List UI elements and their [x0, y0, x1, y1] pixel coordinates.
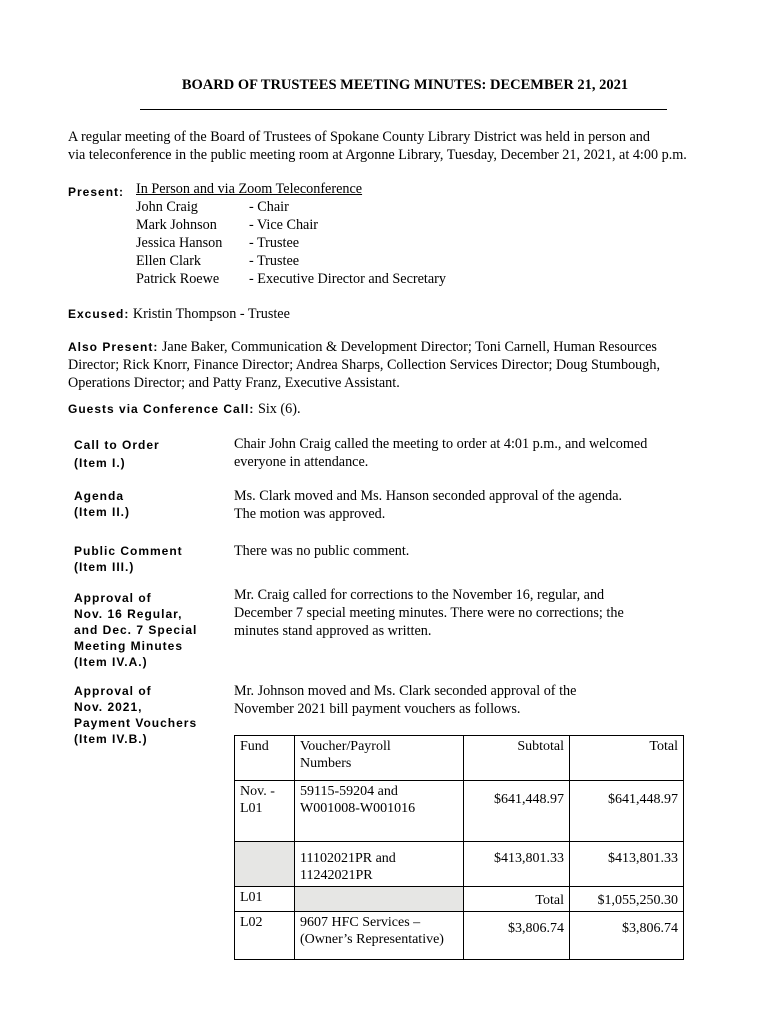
excused-line: [68, 305, 748, 323]
header-voucher-line: Numbers: [300, 756, 352, 771]
item-text-public-comment: [234, 542, 704, 560]
cell-voucher: [295, 887, 464, 912]
cell-fund: L01: [235, 887, 295, 912]
item-label-public-comment: [74, 543, 224, 575]
item-label-line: and Dec. 7 Special: [74, 623, 198, 637]
header-total: Total: [570, 736, 684, 781]
cell-line: L01: [240, 801, 263, 816]
item-text-line: Ms. Clark moved and Ms. Hanson seconded approval of the agenda.: [234, 488, 623, 504]
item-label-line: Nov. 16 Regular,: [74, 607, 183, 621]
cell-fund: [235, 842, 295, 887]
item-text-agenda: [234, 487, 704, 523]
header-fund: Fund: [235, 736, 295, 781]
table-row: [235, 842, 684, 887]
also-present-text: Jane Baker, Communication & Development Director; Toni Carnell, Human Resources: [161, 339, 657, 355]
item-label-line: (Item III.): [74, 560, 135, 574]
item-text-line: minutes stand approved as written.: [234, 623, 432, 639]
cell-subtotal: $641,448.97: [464, 781, 570, 842]
item-text-call-to-order: [234, 435, 704, 471]
item-label-line: Approval of: [74, 684, 152, 698]
item-label-line: (Item IV.B.): [74, 732, 148, 746]
item-label-line: Nov. 2021,: [74, 700, 143, 714]
item-label-line: Agenda: [74, 489, 125, 503]
guests-text: Six (6).: [257, 401, 301, 417]
item-label-line: (Item II.): [74, 505, 131, 519]
cell-voucher: [295, 912, 464, 960]
item-text-line: There was no public comment.: [234, 543, 410, 559]
also-present-text: Operations Director; and Patty Franz, Executive Assistant.: [68, 375, 400, 391]
item-label-agenda: [74, 488, 224, 520]
cell-line: 11242021PR: [300, 868, 373, 883]
header-subtotal: Subtotal: [464, 736, 570, 781]
item-label-line: Meeting Minutes: [74, 639, 184, 653]
cell-line: (Owner’s Representative): [300, 932, 444, 947]
item-text-line: November 2021 bill payment vouchers as follows.: [234, 701, 521, 717]
cell-line: 11102021PR and: [300, 851, 396, 866]
member-name: Mark Johnson: [136, 217, 217, 233]
table-row: [235, 912, 684, 960]
excused-label: Excused:: [68, 307, 130, 321]
member-row: [136, 270, 446, 288]
guests-label: Guests via Conference Call:: [68, 402, 255, 416]
cell-total: $1,055,250.30: [570, 887, 684, 912]
table-header-row: [235, 736, 684, 781]
cell-total: $413,801.33: [570, 842, 684, 887]
title-underline: [140, 109, 667, 110]
item-label-line: (Item IV.A.): [74, 655, 148, 669]
item-text-line: everyone in attendance.: [234, 454, 369, 470]
member-role: - Executive Director and Secretary: [249, 271, 446, 287]
cell-fund: L02: [235, 912, 295, 960]
item-label-approval-vouchers: [74, 683, 224, 747]
also-present-label: Also Present:: [68, 340, 159, 354]
excused-text: Kristin Thompson - Trustee: [132, 306, 290, 322]
cell-voucher: [295, 781, 464, 842]
header-voucher: [295, 736, 464, 781]
member-role: - Trustee: [249, 253, 300, 269]
item-label-line: (Item I.): [74, 456, 126, 470]
cell-subtotal: $413,801.33: [464, 842, 570, 887]
cell-line: 9607 HFC Services –: [300, 915, 421, 930]
intro-paragraph: [68, 128, 748, 164]
present-label: Present:: [68, 185, 125, 199]
page-title: BOARD OF TRUSTEES MEETING MINUTES: DECEMBER 21, 2021: [181, 77, 629, 93]
item-text-line: December 7 special meeting minutes. There were no corrections; the: [234, 605, 624, 621]
cell-total: $3,806.74: [570, 912, 684, 960]
item-label-line: Call to Order: [74, 438, 160, 452]
cell-line: W001008-W001016: [300, 801, 416, 816]
cell-line: Nov. -: [240, 784, 275, 799]
member-name: Ellen Clark: [136, 253, 202, 269]
voucher-table: [234, 735, 684, 960]
member-role: - Chair: [249, 199, 289, 215]
item-label-approval-minutes: [74, 590, 224, 670]
header-voucher-line: Voucher/Payroll: [300, 739, 391, 754]
cell-voucher: [295, 842, 464, 887]
item-label-line: Approval of: [74, 591, 152, 605]
cell-subtotal: $3,806.74: [464, 912, 570, 960]
table-row: [235, 887, 684, 912]
item-label-call-to-order: [74, 437, 224, 471]
member-name: Patrick Roewe: [136, 271, 220, 287]
cell-total: $641,448.97: [570, 781, 684, 842]
intro-line: via teleconference in the public meeting room at Argonne Library, Tuesday, December 21, 2021, at 4:00 p.m.: [68, 147, 687, 163]
item-label-line: Payment Vouchers: [74, 716, 198, 730]
item-text-line: Mr. Johnson moved and Ms. Clark seconded approval of the: [234, 683, 577, 699]
member-row: [136, 198, 289, 216]
present-heading: In Person and via Zoom Teleconference: [136, 181, 363, 197]
table-row: [235, 781, 684, 842]
cell-line: 59115-59204 and: [300, 784, 398, 799]
item-label-line: Public Comment: [74, 544, 183, 558]
item-text-line: The motion was approved.: [234, 506, 386, 522]
item-text-approval-minutes: [234, 586, 704, 640]
member-name: John Craig: [136, 199, 198, 215]
intro-line: A regular meeting of the Board of Trustees of Spokane County Library District was held in person and: [68, 129, 650, 145]
member-row: [136, 234, 299, 252]
member-row: [136, 216, 318, 234]
member-role: - Trustee: [249, 235, 300, 251]
item-text-approval-vouchers: [234, 682, 704, 718]
also-present-text: Director; Rick Knorr, Finance Director; Andrea Sharps, Collection Services Director; Doug Stumbough,: [68, 357, 661, 373]
member-row: [136, 252, 299, 270]
item-text-line: Chair John Craig called the meeting to order at 4:01 p.m., and welcomed: [234, 436, 648, 452]
member-name: Jessica Hanson: [136, 235, 223, 251]
guests-line: [68, 400, 748, 418]
member-role: - Vice Chair: [249, 217, 319, 233]
cell-fund: [235, 781, 295, 842]
also-present-paragraph: [68, 338, 748, 392]
item-text-line: Mr. Craig called for corrections to the November 16, regular, and: [234, 587, 605, 603]
cell-subtotal: Total: [464, 887, 570, 912]
